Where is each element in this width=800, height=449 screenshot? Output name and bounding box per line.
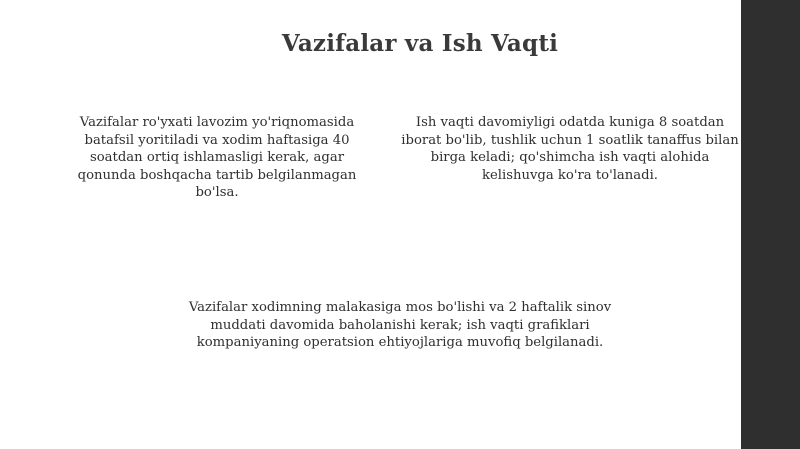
text-block-right: Ish vaqti davomiyligi odatda kuniga 8 soatdan iborat bo'lib, tushlik uchun 1 soatlik tanaffus bilan birga keladi; qo'shimcha ish vaqti alohida kelishuvga ko'ra to'lanadi. [401,115,739,183]
text-block-left: Vazifalar ro'yxati lavozim yo'riqnomasida batafsil yoritiladi va xodim haftasiga 40 soatdan ortiq ishlamasligi kerak, agar qonunda boshqacha tartib belgilanmagan bo'lsa. [77,115,357,201]
side-panel [741,0,800,449]
slide-title: Vazifalar va Ish Vaqti [281,30,559,57]
text-block-bottom: Vazifalar xodimning malakasiga mos bo'lishi va 2 haftalik sinov muddati davomida baholanishi kerak; ish vaqti grafiklari kompaniyaning operatsion ehtiyojlariga muvofiq belgilanadi. [188,300,612,351]
